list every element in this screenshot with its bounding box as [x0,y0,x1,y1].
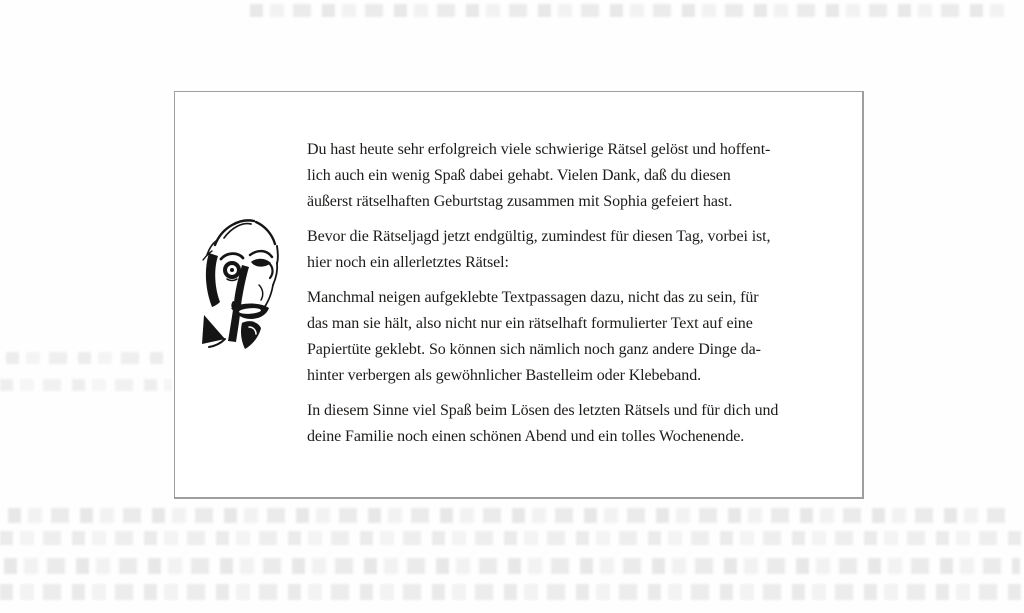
text-line: lich auch ein wenig Spaß dabei gehabt. Vielen Dank, daß du diesen [307,167,731,184]
text-line: hier noch ein allerletztes Rätsel: [307,254,509,271]
paragraph-thanks [307,137,835,215]
text-line: Bevor die Rätseljagd jetzt endgültig, zumindest für diesen Tag, vorbei ist, [307,228,771,245]
letter-body [307,137,835,459]
text-line: das man sie hält, also nicht nur ein rätselhaft formulierter Text auf eine [307,315,753,332]
scan-noise [6,352,170,364]
paragraph-riddle-hint [307,285,835,389]
elderly-man-ink-sketch-icon [197,213,287,351]
scan-noise [250,4,1010,17]
text-line: In diesem Sinne viel Spaß beim Lösen des letzten Rätsels und für dich und [307,402,779,419]
paragraph-last-riddle-intro [307,224,835,276]
text-line: Papiertüte geklebt. So können sich nämlich noch ganz andere Dinge da- [307,341,761,358]
letter-card [174,91,864,499]
text-line: Du hast heute sehr erfolgreich viele schwierige Rätsel gelöst und hoffent- [307,141,771,158]
scan-noise [8,508,1016,523]
scan-noise [0,379,172,391]
scan-noise [4,558,1020,574]
text-line: Manchmal neigen aufgeklebte Textpassagen dazu, nicht das zu sein, für [307,289,759,306]
text-line: hinter verbergen als gewöhnlicher Bastelleim oder Klebeband. [307,367,702,384]
scan-noise [0,584,1024,600]
text-line: äußerst rätselhaften Geburtstag zusammen mit Sophia gefeiert hast. [307,193,733,210]
paragraph-farewell [307,398,835,450]
scan-noise [0,531,1024,545]
text-line: deine Familie noch einen schönen Abend und ein tolles Wochenende. [307,428,745,445]
